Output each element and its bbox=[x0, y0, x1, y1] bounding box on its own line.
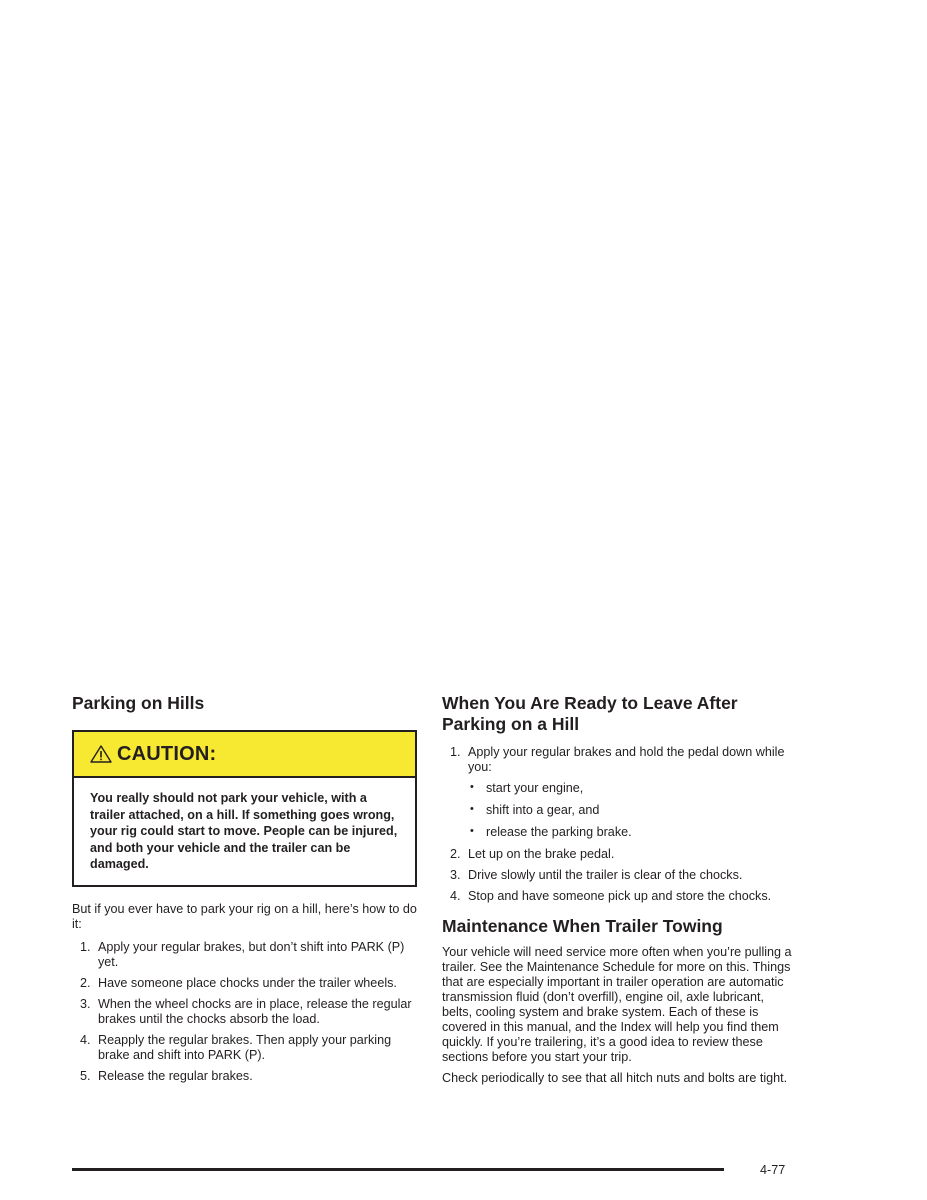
caution-text: You really should not park your vehicle, with a trailer attached, on a hill. If something goes wrong, your rig could start to move. People can be injured, and both your vehicle and the trailer can be damaged. bbox=[90, 791, 398, 871]
list-item: 1. Apply your regular brakes, but don’t shift into PARK (P) yet. bbox=[80, 939, 405, 969]
right-column bbox=[442, 693, 792, 1086]
bullet-list bbox=[468, 781, 792, 840]
list-item: 4. Stop and have someone pick up and store the chocks. bbox=[450, 889, 772, 903]
section-heading-maintenance: Maintenance When Trailer Towing bbox=[442, 916, 723, 936]
left-column bbox=[72, 693, 417, 1090]
list-item: 2. Have someone place chocks under the trailer wheels. bbox=[80, 975, 397, 990]
caution-header bbox=[74, 732, 415, 778]
bullet-icon: • bbox=[470, 825, 474, 837]
parking-steps-list bbox=[72, 940, 417, 1084]
bullet-icon: • bbox=[470, 803, 474, 815]
footer-rule bbox=[72, 1168, 724, 1171]
warning-triangle-icon bbox=[90, 745, 112, 763]
list-item: 3. When the wheel chocks are in place, release the regular brakes until the chocks absorb the load. bbox=[80, 996, 412, 1026]
caution-box bbox=[72, 730, 417, 887]
caution-title: CAUTION: bbox=[117, 742, 217, 765]
bullet-icon: • bbox=[470, 781, 474, 793]
section-heading-parking-on-hills: Parking on Hills bbox=[72, 693, 205, 713]
page-number: 4-77 bbox=[760, 1163, 786, 1177]
bullet-item: • release the parking brake. bbox=[470, 825, 632, 839]
list-item: 3. Drive slowly until the trailer is clear of the chocks. bbox=[450, 868, 743, 882]
leave-steps-list bbox=[442, 745, 792, 904]
hitch-check-paragraph: Check periodically to see that all hitch nuts and bolts are tight. bbox=[442, 1071, 788, 1085]
section-heading-leave-after-parking: When You Are Ready to Leave After Parking on a Hill bbox=[442, 693, 738, 734]
list-item: 5. Release the regular brakes. bbox=[80, 1068, 253, 1083]
list-item: 1. Apply your regular brakes and hold the pedal down while you: • start your engine, • shift into a gear, and • release the parking brake. bbox=[442, 745, 792, 840]
bullet-item: • shift into a gear, and bbox=[470, 803, 600, 817]
list-item: 4. Reapply the regular brakes. Then apply your parking brake and shift into PARK (P). bbox=[80, 1032, 392, 1062]
intro-paragraph: But if you ever have to park your rig on a hill, here’s how to do it: bbox=[72, 901, 417, 931]
bullet-item: • start your engine, bbox=[470, 781, 584, 795]
list-item: 2. Let up on the brake pedal. bbox=[450, 847, 615, 861]
maintenance-paragraph: Your vehicle will need service more often when you’re pulling a trailer. See the Maintenance Schedule for more on this. Things that are especially important in trailer operation are automatic transmission fluid (don’t overfill), engine oil, axle lubricant, belts, cooling system and brake system. Each of these is covered in this manual, and the Index will help you find them quickly. If you’re trailering, it’s a good idea to review these sections before you start your trip. bbox=[442, 945, 792, 1064]
